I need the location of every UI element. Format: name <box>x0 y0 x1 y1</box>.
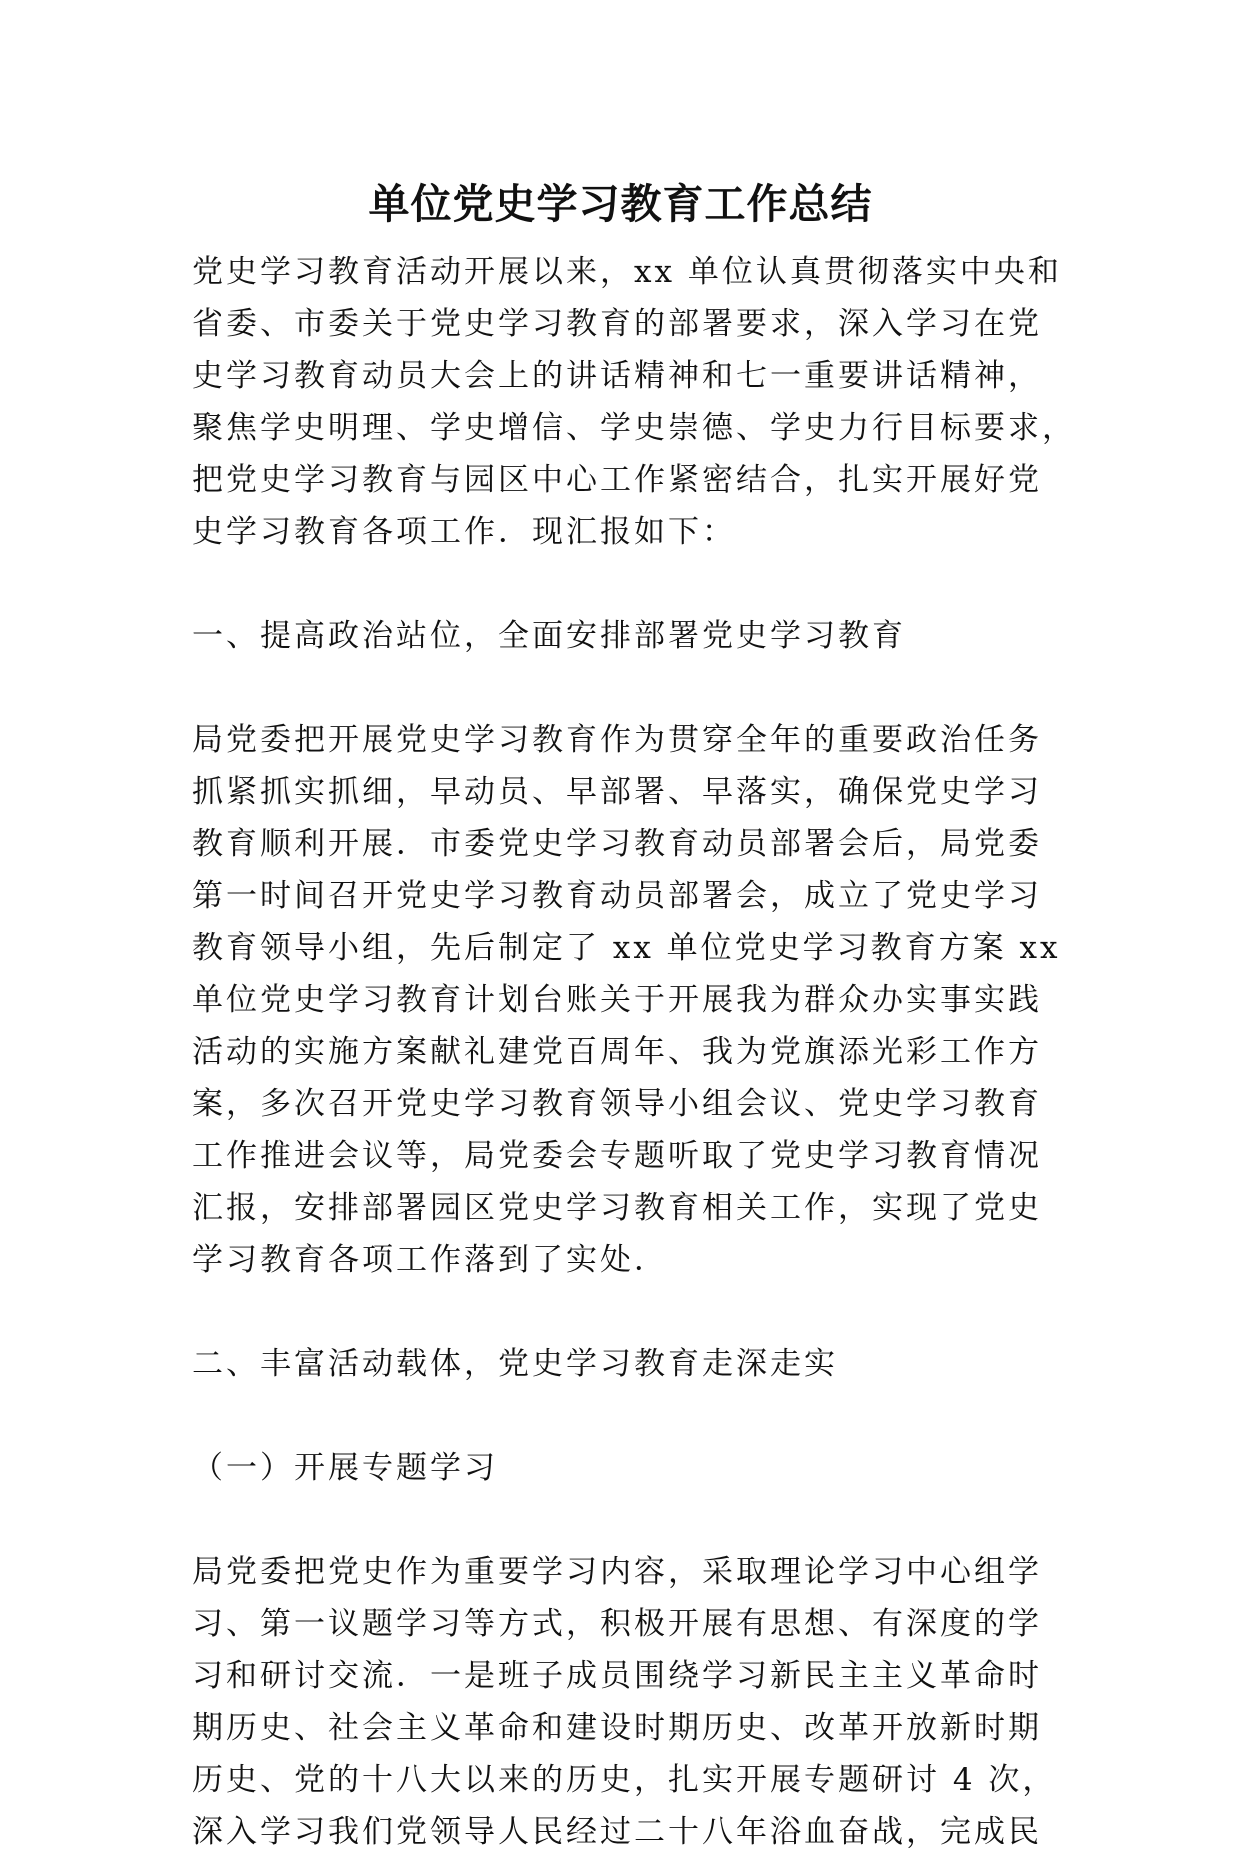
paragraph-line: 单位党史学习教育计划台账关于开展我为群众办实事实践 <box>192 982 1042 1018</box>
paragraph-line: 案，多次召开党史学习教育领导小组会议、党史学习教育 <box>192 1086 1042 1122</box>
paragraph-line: 习、第一议题学习等方式，积极开展有思想、有深度的学 <box>192 1606 1042 1642</box>
paragraph-line: 历史、党的十八大以来的历史，扎实开展专题研讨 4 次， <box>192 1762 1057 1798</box>
section-heading: 二、丰富活动载体，党史学习教育走深走实 <box>192 1346 838 1382</box>
paragraph-line: 局党委把党史作为重要学习内容，采取理论学习中心组学 <box>192 1554 1042 1590</box>
document-body <box>192 246 1076 1858</box>
paragraph-line: 抓紧抓实抓细，早动员、早部署、早落实，确保党史学习 <box>192 774 1042 810</box>
paragraph-line: 史学习教育动员大会上的讲话精神和七一重要讲话精神， <box>192 358 1042 394</box>
blank-line <box>192 558 1052 610</box>
paragraph-line: 教育领导小组，先后制定了 xx 单位党史学习教育方案 xx <box>192 930 1061 966</box>
section-heading: 一、提高政治站位，全面安排部署党史学习教育 <box>192 618 906 654</box>
paragraph-line: 工作推进会议等，局党委会专题听取了党史学习教育情况 <box>192 1138 1042 1174</box>
section1-paragraph <box>192 714 1061 1286</box>
paragraph-line: 党史学习教育活动开展以来，xx 单位认真贯彻落实中央和 <box>192 254 1062 290</box>
paragraph-line: 深入学习我们党领导人民经过二十八年浴血奋战，完成民 <box>192 1814 1042 1850</box>
intro-paragraph <box>192 246 1076 558</box>
paragraph-line: 教育顺利开展．市委党史学习教育动员部署会后，局党委 <box>192 826 1042 862</box>
paragraph-line: 局党委把开展党史学习教育作为贯穿全年的重要政治任务 <box>192 722 1042 758</box>
paragraph-line: 史学习教育各项工作．现汇报如下： <box>192 514 736 550</box>
blank-line <box>192 662 1052 714</box>
document-title: 单位党史学习教育工作总结 <box>368 180 873 228</box>
paragraph-line: 活动的实施方案献礼建党百周年、我为党旗添光彩工作方 <box>192 1034 1042 1070</box>
paragraph-line: 把党史学习教育与园区中心工作紧密结合，扎实开展好党 <box>192 462 1042 498</box>
paragraph-line: 省委、市委关于党史学习教育的部署要求，深入学习在党 <box>192 306 1042 342</box>
paragraph-line: 期历史、社会主义革命和建设时期历史、改革开放新时期 <box>192 1710 1042 1746</box>
paragraph-line: 汇报，安排部署园区党史学习教育相关工作，实现了党史 <box>192 1190 1042 1226</box>
subsection1-paragraph <box>192 1546 1057 1858</box>
paragraph-line: 习和研讨交流．一是班子成员围绕学习新民主主义革命时 <box>192 1658 1042 1694</box>
paragraph-line: 聚焦学史明理、学史增信、学史崇德、学史力行目标要求， <box>192 410 1076 446</box>
blank-line <box>192 1390 1052 1442</box>
blank-line <box>192 1286 1052 1338</box>
subsection-heading: （一）开展专题学习 <box>192 1450 498 1486</box>
paragraph-line: 第一时间召开党史学习教育动员部署会，成立了党史学习 <box>192 878 1042 914</box>
paragraph-line: 学习教育各项工作落到了实处． <box>192 1242 668 1278</box>
blank-line <box>192 1494 1052 1546</box>
